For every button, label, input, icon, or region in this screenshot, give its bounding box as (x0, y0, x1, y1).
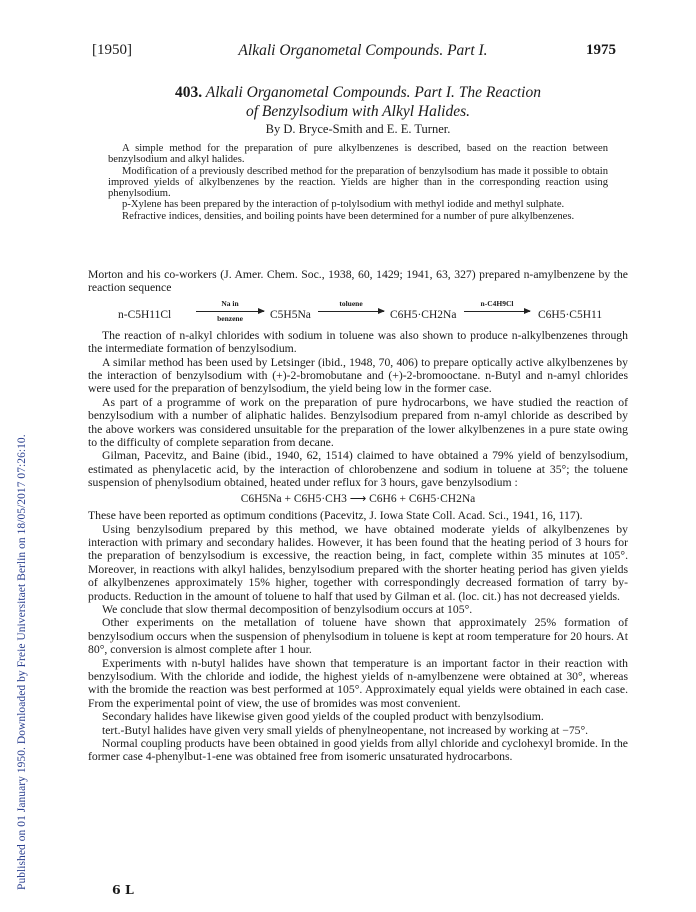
body-paragraph: Other experiments on the metallation of toluene have shown that approximately 25% formation of benzylsodium occurs when the suspension of phenylsodium in toluene is kept at room temperature for 20 hours. At 80°, conversion is almost complete after 1 hour. (88, 616, 628, 657)
article-number: 403. (175, 84, 203, 101)
signature-mark: 6 L (112, 882, 134, 897)
scheme-arrow-2 (318, 299, 384, 325)
abstract-paragraph: Modification of a previously described method for the preparation of benzylsodium has made it possible to obtain improved yields of alkylbenzenes by the reaction. Yields are higher than in the corresponding reaction using phenylsodium. (108, 165, 608, 200)
running-header (88, 44, 628, 64)
header-year: [1950] (92, 42, 132, 58)
body-paragraph: Using benzylsodium prepared by this method, we have obtained moderate yields of alkylbenzenes by interaction with primary and secondary halides. However, it has been found that the heating period of 3 hours for the preparation of benzylsodium is excessive, the reaction being, in fact, complete within 35 minutes at 105°. Moreover, in reactions with alkyl halides, benzylsodium prepared with the shorter heating period has given yields of alkylbenzenes approximately 15% higher, together with correspondingly decreased formation of tarry by-products. Reduction in the amount of toluene to half that used by Gilman et al. (loc. cit.) has not decreased yields. (88, 522, 628, 603)
reaction-scheme (88, 299, 628, 325)
scheme-reactant: n-C5H11Cl (118, 308, 172, 321)
article-title-line-1: Alkali Organometal Compounds. Part I. The Reaction (205, 84, 541, 101)
header-running-title: Alkali Organometal Compounds. Part I. (238, 42, 488, 59)
article-title-line-2: of Benzylsodium with Alkyl Halides. (245, 103, 470, 120)
scheme-arrow-1-sublabel: benzene (217, 313, 243, 323)
scheme-arrow-2-label: toluene (339, 298, 363, 308)
scheme-product: C6H5·C5H11 (538, 308, 603, 321)
scheme-arrow-3 (464, 299, 530, 325)
reaction-arrow-icon (318, 311, 384, 312)
reaction-arrow-icon (196, 311, 264, 312)
benzylsodium-equation: C6H5Na + C6H5·CH3 ⟶ C6H6 + C6H5·CH2Na (240, 492, 476, 505)
article-title (88, 83, 628, 121)
scheme-arrow-1 (196, 299, 264, 325)
download-watermark-text: Published on 01 January 1950. Downloaded by Freie Universitaet Berlin on 18/05/2017 07:26:10. (16, 434, 28, 890)
scheme-arrow-1-label: Na in (221, 298, 239, 308)
body-paragraph: The reaction of n-alkyl chlorides with sodium in toluene was also shown to produce n-alkylbenzenes through the intermediate formation of benzylsodium. (88, 328, 628, 356)
body-paragraph: As part of a programme of work on the preparation of pure hydrocarbons, we have studied the reaction of benzylsodium with a number of aliphatic halides. Benzylsodium prepared from n-amyl chloride as described by the above workers was considered unsuitable for the preparation of the lower alkylbenzenes in a pure state owing to the difficulty of complete separation from decane. (88, 395, 628, 450)
body-paragraph: Gilman, Pacevitz, and Baine (ibid., 1940, 62, 1514) claimed to have obtained a 79% yield of benzylsodium, estimated as phenylacetic acid, by the interaction of chlorobenzene and sodium in toluene at 35°; the toluene suspension of phenylsodium obtained, heated under reflux for 3 hours, gave benzylsodium : (88, 449, 628, 490)
article-body (88, 268, 628, 764)
body-paragraph: We conclude that slow thermal decomposition of benzylsodium occurs at 105°. (102, 602, 473, 616)
abstract-paragraph: p-Xylene has been prepared by the interaction of p-tolylsodium with methyl iodide and methyl sulphate. (122, 199, 565, 211)
body-paragraph: A similar method has been used by Letsinger (ibid., 1948, 70, 406) to prepare optically active alkylbenzenes by the interaction of benzylsodium with (+)-2-bromobutane and (+)-2-bromooctane. n-Butyl and n-amyl chlorides were used for the preparation of benzylsodium, the yield being low in the former case. (88, 355, 628, 396)
scheme-intermediate-1: C5H5Na (270, 308, 311, 321)
body-paragraph: These have been reported as optimum conditions (Pacevitz, J. Iowa State Coll. Acad. Sci., 1941, 16, 117). (88, 509, 583, 523)
scheme-arrow-3-label: n-C4H9Cl (480, 298, 514, 308)
header-page-number: 1975 (586, 42, 616, 58)
abstract (108, 143, 608, 222)
abstract-paragraph: A simple method for the preparation of pure alkylbenzenes is described, based on the reaction between benzylsodium and alkyl halides. (108, 143, 608, 166)
reaction-arrow-icon (464, 311, 530, 312)
abstract-paragraph: Refractive indices, densities, and boiling points have been determined for a number of pure alkylbenzenes. (122, 210, 575, 222)
scheme-intermediate-2: C6H5·CH2Na (390, 308, 457, 321)
body-paragraph: tert.-Butyl halides have given very small yields of phenylneopentane, not increased by working at −75°. (102, 723, 589, 737)
body-paragraph: Normal coupling products have been obtained in good yields from allyl chloride and cyclohexyl bromide. In the former case 4-phenylbut-1-ene was obtained free from isomeric unsaturated hydrocarbons. (88, 737, 628, 764)
body-paragraph: Secondary halides have likewise given good yields of the coupled product with benzylsodium. (102, 710, 544, 724)
download-watermark (2, 150, 28, 890)
body-paragraph: Experiments with n-butyl halides have shown that temperature is an important factor in their reaction with benzylsodium. With the chloride and iodide, the highest yields of n-amylbenzene were obtained at 30°, whereas with the bromide the reaction was best performed at 105°. Approximately equal yields were obtained in each case. From the experimental point of view, the use of bromides was most convenient. (88, 656, 628, 710)
article-authors: By D. Bryce-Smith and E. E. Turner. (265, 122, 451, 136)
body-paragraph: Morton and his co-workers (J. Amer. Chem. Soc., 1938, 60, 1429; 1941, 63, 327) prepared n-amylbenzene by the reaction sequence (88, 268, 628, 295)
